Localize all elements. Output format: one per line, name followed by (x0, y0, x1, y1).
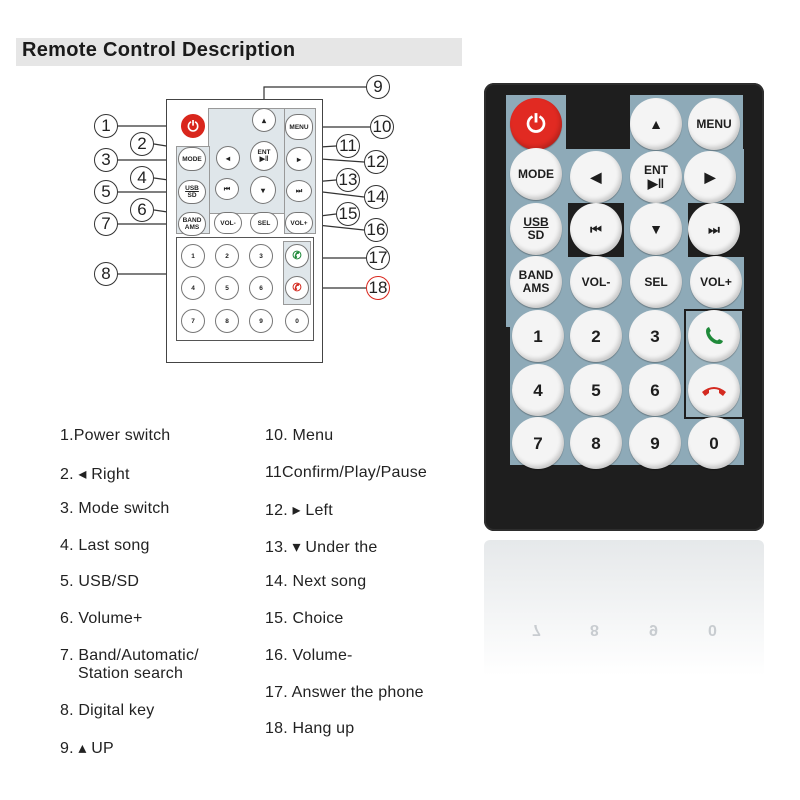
diagram-ams-label: AMS (184, 224, 200, 231)
diagram-right-arrow-button: ▸ (286, 147, 312, 171)
hang-up-button[interactable] (688, 364, 740, 416)
remote-reflection (484, 540, 764, 710)
diagram-digit-1: 1 (181, 244, 205, 268)
callout-14: 14 (364, 185, 388, 209)
remote-control-photo (484, 83, 764, 531)
legend-item-13: 13. ▾ Under the (265, 539, 378, 556)
callout-13: 13 (336, 168, 360, 192)
legend-item-17: 17. Answer the phone (265, 684, 424, 701)
legend-item-12: 12. ▸ Left (265, 502, 333, 519)
menu-button[interactable]: MENU (688, 98, 740, 150)
callout-7: 7 (94, 212, 118, 236)
legend-item-15: 15. Choice (265, 610, 344, 627)
next-track-button[interactable]: ⏭ (688, 203, 740, 255)
legend-item-3: 3. Mode switch (60, 500, 170, 517)
right-arrow-button[interactable]: ▶ (684, 151, 736, 203)
legend-item-7: 7. Band/Automatic/ (60, 647, 199, 664)
band-label: BAND (518, 268, 554, 282)
legend-item-18: 18. Hang up (265, 720, 355, 737)
legend-item-8: 8. Digital key (60, 702, 155, 719)
diagram-play-pause-icon: ▶‖ (259, 156, 269, 163)
power-button[interactable]: ⏻ (510, 98, 562, 150)
callout-9: 9 (366, 75, 390, 99)
reflection-digit-9: 9 (649, 621, 658, 638)
callout-2: 2 (130, 132, 154, 156)
ams-label: AMS (522, 281, 550, 295)
play-pause-icon: ▶‖ (647, 176, 665, 191)
digit-4-button[interactable]: 4 (512, 364, 564, 416)
ent-play-pause-button[interactable] (630, 151, 682, 203)
legend-item-6: 6. Volume+ (60, 610, 143, 627)
answer-call-button[interactable] (688, 310, 740, 362)
diagram-mode-button: MODE (178, 147, 206, 171)
callout-16: 16 (364, 218, 388, 242)
diagram-vol-plus-button: VOL+ (285, 212, 313, 234)
page-title: Remote Control Description (22, 39, 296, 61)
ent-label: ENT (644, 163, 668, 177)
digit-0-button[interactable]: 0 (688, 417, 740, 469)
digit-5-button[interactable]: 5 (570, 364, 622, 416)
diagram-band-label: BAND (182, 217, 202, 224)
reflection-digit-7: 7 (532, 621, 541, 638)
callout-17: 17 (366, 246, 390, 270)
diagram-next-button: ⏭ (286, 180, 312, 202)
diagram-up-button: ▴ (252, 108, 276, 132)
callout-1: 1 (94, 114, 118, 138)
digit-3-button[interactable]: 3 (629, 310, 681, 362)
left-arrow-button[interactable]: ◀ (570, 151, 622, 203)
callout-10: 10 (370, 115, 394, 139)
callout-4: 4 (130, 166, 154, 190)
diagram-ent-label: ENT (257, 149, 271, 156)
diagram-digit-6: 6 (249, 276, 273, 300)
diagram-digit-9: 9 (249, 309, 273, 333)
legend-item-9: 9. ▴ UP (60, 740, 114, 757)
callout-12: 12 (364, 150, 388, 174)
legend-item-16: 16. Volume- (265, 647, 353, 664)
legend-item-10: 10. Menu (265, 427, 334, 444)
usb-label: USB (523, 215, 549, 229)
sd-label: SD (527, 228, 545, 242)
diagram-sd-label: SD (187, 192, 197, 199)
legend-item-7-cont: Station search (78, 665, 184, 682)
sel-button[interactable]: SEL (630, 256, 682, 308)
usb-sd-button[interactable] (510, 203, 562, 255)
legend-item-14: 14. Next song (265, 573, 367, 590)
diagram-vol-minus-button: VOL- (214, 212, 242, 234)
diagram-usb-label: USB (185, 185, 199, 192)
legend-item-1: 1.Power switch (60, 427, 171, 444)
digit-1-button[interactable]: 1 (512, 310, 564, 362)
diagram-digit-3: 3 (249, 244, 273, 268)
callout-15: 15 (336, 202, 360, 226)
digit-6-button[interactable]: 6 (629, 364, 681, 416)
digit-7-button[interactable]: 7 (512, 417, 564, 469)
callout-6: 6 (130, 198, 154, 222)
reflection-digit-8: 8 (590, 621, 599, 638)
diagram-menu-button: MENU (285, 114, 313, 140)
digit-2-button[interactable]: 2 (570, 310, 622, 362)
legend-item-5: 5. USB/SD (60, 573, 140, 590)
diagram-digit-5: 5 (215, 276, 239, 300)
callout-3: 3 (94, 148, 118, 172)
band-ams-button[interactable] (510, 256, 562, 308)
down-button[interactable]: ▼ (630, 203, 682, 255)
digit-8-button[interactable]: 8 (570, 417, 622, 469)
diagram-ent-button (250, 141, 278, 171)
digit-9-button[interactable]: 9 (629, 417, 681, 469)
legend-item-11: 11Confirm/Play/Pause (265, 464, 427, 481)
diagram-digit-8: 8 (215, 309, 239, 333)
vol-minus-button[interactable]: VOL- (570, 256, 622, 308)
callout-8: 8 (94, 262, 118, 286)
vol-plus-button[interactable]: VOL+ (690, 256, 742, 308)
diagram-digit-0: 0 (285, 309, 309, 333)
mode-button[interactable]: MODE (510, 148, 562, 200)
callout-5: 5 (94, 180, 118, 204)
diagram-digit-7: 7 (181, 309, 205, 333)
diagram-answer-icon: ✆ (285, 244, 309, 268)
up-button[interactable]: ▲ (630, 98, 682, 150)
diagram-usb-sd-button (178, 180, 206, 204)
diagram-band-ams-button (178, 212, 206, 236)
prev-track-button[interactable]: ⏮ (570, 203, 622, 255)
diagram-hangup-icon: ✆ (285, 276, 309, 300)
legend-item-2: 2. ◂ Right (60, 466, 130, 483)
diagram-digit-2: 2 (215, 244, 239, 268)
diagram-prev-button: ⏮ (215, 178, 239, 200)
phone-answer-icon (701, 323, 727, 349)
callout-11: 11 (336, 134, 360, 158)
diagram-sel-button: SEL (250, 212, 278, 234)
diagram-digit-4: 4 (181, 276, 205, 300)
callout-18: 18 (366, 276, 390, 300)
legend-item-4: 4. Last song (60, 537, 150, 554)
phone-hangup-icon (700, 380, 728, 400)
diagram-power-button: ⏻ (181, 114, 205, 138)
diagram-down-button: ▾ (250, 176, 276, 204)
diagram-left-arrow-button: ◂ (216, 146, 240, 170)
reflection-digit-0: 0 (708, 621, 717, 638)
